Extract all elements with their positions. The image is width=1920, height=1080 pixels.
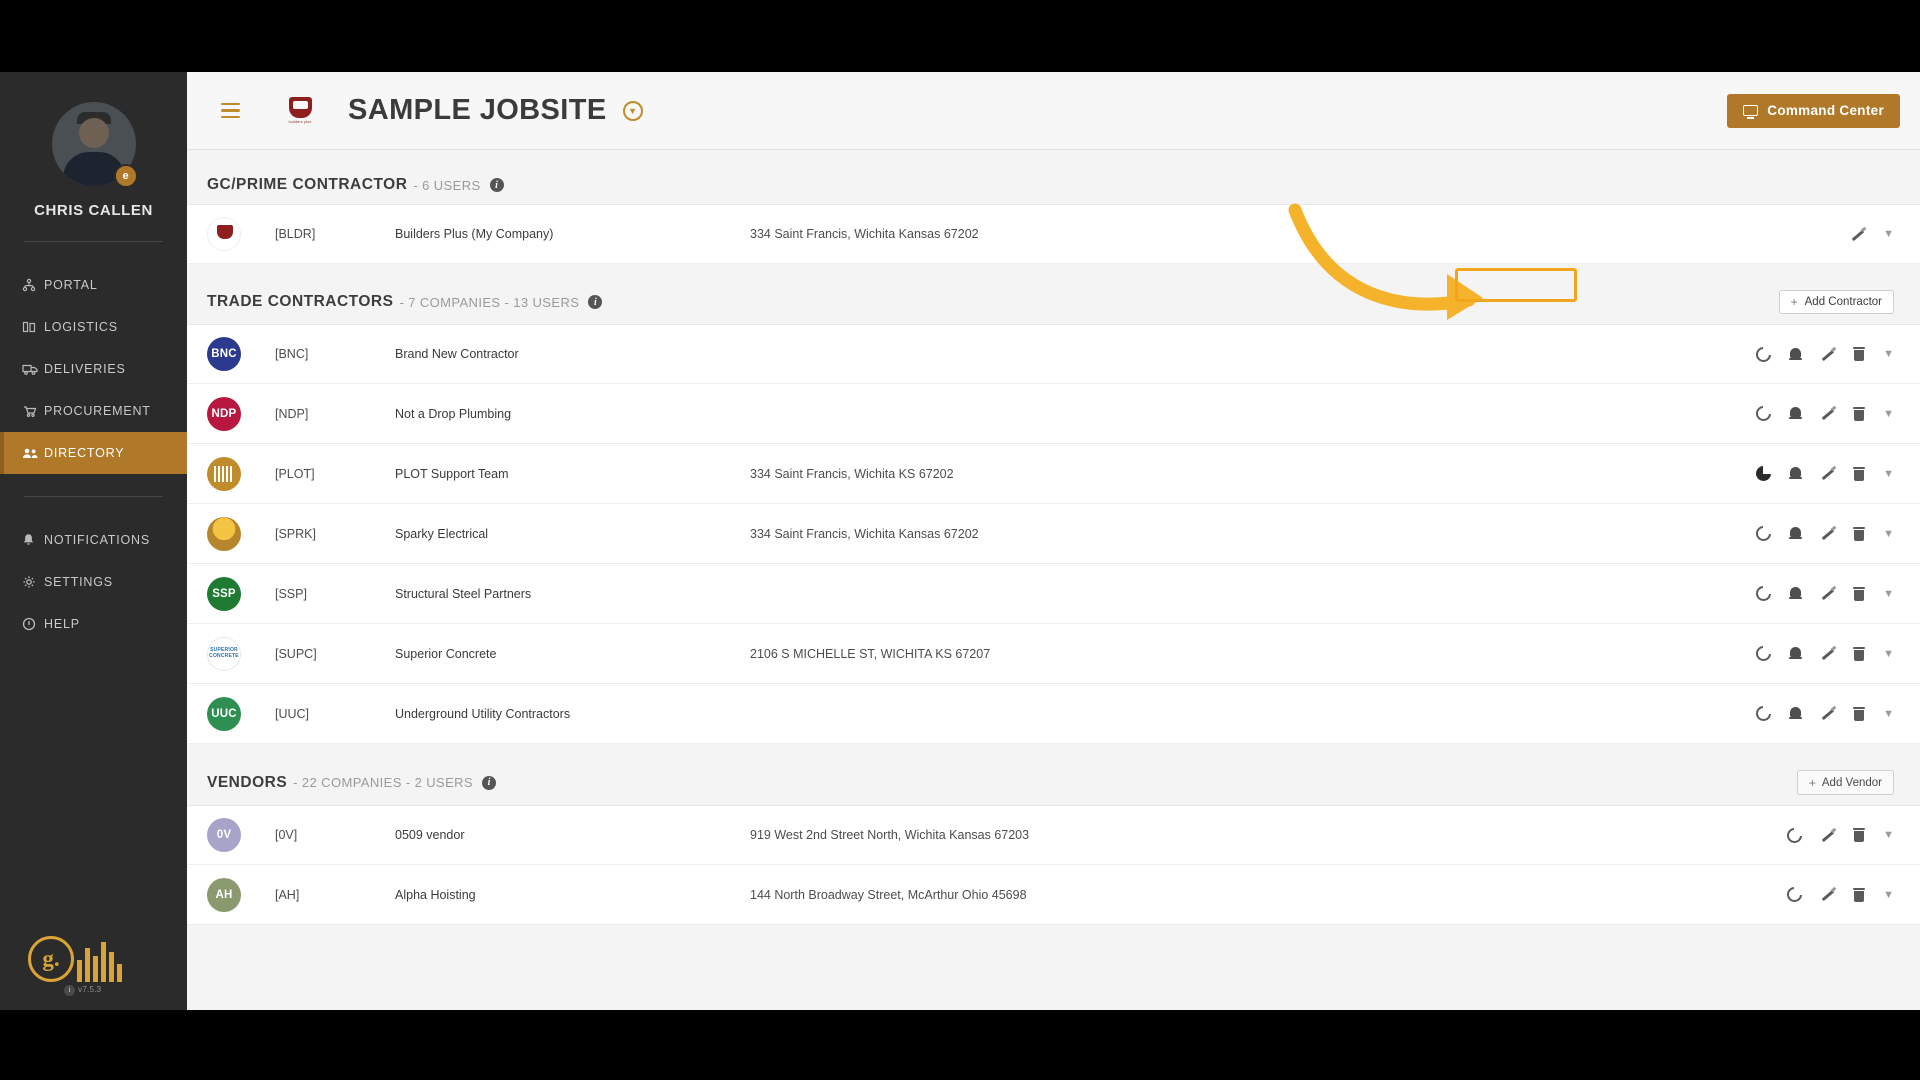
info-icon[interactable]: i (482, 776, 496, 790)
pencil-icon[interactable] (1820, 646, 1835, 661)
trash-icon[interactable] (1853, 527, 1865, 541)
bell-icon[interactable] (1789, 467, 1802, 480)
table-row[interactable] (187, 624, 1920, 684)
gear-icon (22, 574, 44, 590)
row-actions (1756, 526, 1894, 541)
brand-shape (289, 97, 312, 118)
row-code: [SSP] (275, 586, 307, 601)
bell-icon[interactable] (1789, 348, 1802, 361)
trash-icon[interactable] (1853, 707, 1865, 721)
info-icon[interactable]: i (588, 295, 602, 309)
trash-icon[interactable] (1853, 587, 1865, 601)
chevron-down-icon[interactable]: ▼ (1883, 829, 1894, 841)
chevron-down-icon[interactable]: ▼ (1883, 407, 1894, 420)
sidebar (0, 72, 187, 1010)
section-title: GC/PRIME CONTRACTOR (207, 176, 408, 193)
plus-icon: + (1808, 775, 1816, 790)
bell-icon (22, 532, 44, 548)
sidebar-item-settings[interactable] (0, 561, 187, 603)
row-actions (1756, 706, 1894, 721)
bell-icon[interactable] (1789, 707, 1802, 720)
table-row[interactable] (187, 865, 1920, 925)
chevron-down-icon[interactable]: ▼ (1883, 707, 1894, 720)
section-meta: - 22 COMPANIES - 2 USERS (293, 775, 474, 790)
row-actions (1787, 828, 1894, 843)
sync-icon[interactable] (1756, 646, 1771, 661)
trash-icon[interactable] (1853, 647, 1865, 661)
section-meta: - 7 COMPANIES - 13 USERS (399, 294, 580, 310)
pencil-icon[interactable] (1820, 706, 1835, 721)
avatar: 0V (207, 818, 241, 852)
help-icon (22, 616, 44, 632)
avatar (207, 517, 241, 551)
row-name: Builders Plus (My Company) (395, 227, 554, 241)
pencil-icon[interactable] (1820, 526, 1835, 541)
sync-icon[interactable] (1756, 526, 1771, 541)
row-name: Alpha Hoisting (395, 887, 476, 902)
row-actions (1850, 227, 1894, 242)
row-name: Brand New Contractor (395, 347, 519, 361)
row-name: Sparky Electrical (395, 526, 489, 541)
row-code: [NDP] (275, 406, 309, 421)
version-label (64, 984, 101, 996)
section-header-trade (187, 264, 1920, 324)
row-address: 919 West 2nd Street North, Wichita Kansas 67203 (750, 828, 1030, 842)
main-area (187, 72, 1920, 1010)
trash-icon[interactable] (1853, 347, 1865, 361)
row-address: 2106 S MICHELLE ST, WICHITA KS 67207 (750, 646, 991, 661)
avatar: AH (207, 878, 241, 912)
pencil-icon[interactable] (1820, 828, 1835, 843)
bell-icon[interactable] (1789, 647, 1802, 660)
hamburger-icon[interactable] (221, 103, 240, 119)
brand-label: builders plus (288, 120, 312, 124)
company-logo (28, 936, 122, 982)
table-row[interactable] (187, 444, 1920, 504)
add-vendor-label: Add Vendor (1821, 776, 1882, 789)
table-row[interactable] (187, 204, 1920, 264)
sidebar-item-label: NOTIFICATIONS (44, 533, 150, 547)
pencil-icon[interactable] (1850, 227, 1865, 242)
row-name: Underground Utility Contractors (395, 706, 571, 721)
row-actions (1756, 466, 1894, 481)
chevron-down-icon[interactable]: ▼ (1883, 587, 1894, 600)
pencil-icon[interactable] (1820, 887, 1835, 902)
row-actions (1756, 406, 1894, 421)
pencil-icon[interactable] (1820, 347, 1835, 362)
app-window (0, 72, 1920, 1010)
bell-icon[interactable] (1789, 407, 1802, 420)
table-row[interactable] (187, 324, 1920, 384)
sync-icon[interactable] (1787, 887, 1802, 902)
trash-icon[interactable] (1853, 888, 1865, 902)
row-code: [SUPC] (275, 646, 317, 661)
version-text: v7.5.3 (78, 984, 102, 994)
row-name: Structural Steel Partners (395, 586, 532, 601)
deliveries-icon (22, 361, 44, 377)
section-header-vendors (187, 744, 1920, 805)
row-name: Superior Concrete (395, 646, 497, 661)
table-row[interactable] (187, 384, 1920, 444)
command-center-label: Command Center (1767, 103, 1884, 118)
portal-icon (22, 277, 44, 293)
sync-icon[interactable] (1756, 347, 1771, 362)
avatar: SUPERIOR CONCRETE (207, 637, 241, 671)
bell-icon[interactable] (1789, 527, 1802, 540)
sidebar-item-procurement[interactable] (0, 390, 187, 432)
sidebar-item-label: DIRECTORY (44, 446, 125, 460)
sidebar-item-label: HELP (44, 617, 80, 631)
table-row[interactable] (187, 805, 1920, 865)
add-contractor-label: Add Contractor (1804, 296, 1882, 308)
sidebar-item-logistics[interactable] (0, 306, 187, 348)
monitor-icon (1743, 105, 1758, 116)
row-address: 334 Saint Francis, Wichita Kansas 67202 (750, 227, 979, 241)
section-meta: - 6 USERS (413, 177, 481, 193)
bell-icon[interactable] (1789, 587, 1802, 600)
row-code: [UUC] (275, 706, 310, 721)
row-code: [0V] (275, 828, 298, 842)
sidebar-item-label: DELIVERIES (44, 362, 126, 376)
logo-letter: g. (28, 936, 74, 982)
sidebar-item-label: PROCUREMENT (44, 404, 151, 418)
avatar: UUC (207, 697, 241, 731)
table-row[interactable] (187, 504, 1920, 564)
trash-icon[interactable] (1853, 828, 1865, 842)
sidebar-divider-top (24, 241, 163, 242)
pencil-icon[interactable] (1820, 466, 1835, 481)
avatar: BNC (207, 337, 241, 371)
sidebar-item-deliveries[interactable] (0, 348, 187, 390)
info-icon[interactable]: i (490, 178, 504, 192)
chevron-down-icon[interactable]: ▼ (1883, 348, 1894, 360)
row-name: PLOT Support Team (395, 466, 509, 481)
user-name: CHRIS CALLEN (34, 202, 153, 219)
avatar (207, 217, 241, 251)
sync-icon[interactable] (1756, 406, 1771, 421)
row-address: 144 North Broadway Street, McArthur Ohio 45698 (750, 887, 1027, 902)
sync-icon[interactable] (1756, 466, 1771, 481)
directory-icon (22, 445, 44, 461)
pencil-icon[interactable] (1820, 586, 1835, 601)
directory-content (187, 150, 1920, 1010)
chevron-down-icon[interactable]: ▼ (1883, 647, 1894, 660)
row-actions (1756, 347, 1894, 362)
chevron-circle-down-icon[interactable]: ▼ (623, 101, 643, 121)
row-address: 334 Saint Francis, Wichita KS 67202 (750, 466, 954, 481)
chevron-down-icon[interactable]: ▼ (1883, 228, 1894, 240)
chevron-down-icon[interactable]: ▼ (1883, 527, 1894, 540)
row-name: Not a Drop Plumbing (395, 406, 512, 421)
chevron-down-icon[interactable]: ▼ (1883, 888, 1894, 901)
row-actions (1787, 887, 1894, 902)
trash-icon[interactable] (1853, 407, 1865, 421)
sync-icon[interactable] (1756, 706, 1771, 721)
avatar (207, 457, 241, 491)
logistics-icon (22, 319, 44, 335)
sidebar-item-label: LOGISTICS (44, 320, 118, 334)
sidebar-item-directory[interactable] (0, 432, 187, 474)
topbar (187, 72, 1920, 150)
avatar[interactable] (52, 102, 136, 186)
sidebar-item-help[interactable] (0, 603, 187, 645)
pencil-icon[interactable] (1820, 406, 1835, 421)
brand-logo (280, 91, 320, 131)
add-vendor-button[interactable] (1797, 770, 1894, 795)
row-code: [BLDR] (275, 227, 316, 241)
table-row[interactable] (187, 564, 1920, 624)
avatar: SSP (207, 577, 241, 611)
sidebar-item-label: SETTINGS (44, 575, 113, 589)
section-title: TRADE CONTRACTORS (207, 293, 394, 310)
row-address: 334 Saint Francis, Wichita Kansas 67202 (750, 526, 979, 541)
row-actions (1756, 646, 1894, 661)
sidebar-divider-bottom (24, 496, 163, 497)
info-icon: i (64, 985, 75, 996)
row-code: [PLOT] (275, 466, 315, 481)
avatar: NDP (207, 397, 241, 431)
procurement-icon (22, 403, 44, 419)
table-row[interactable] (187, 684, 1920, 744)
sidebar-item-portal[interactable] (0, 264, 187, 306)
page-title: SAMPLE JOBSITE (348, 94, 607, 126)
row-code: [SPRK] (275, 526, 316, 541)
chevron-down-icon[interactable]: ▼ (1883, 467, 1894, 480)
sidebar-item-label: PORTAL (44, 278, 98, 292)
sync-icon[interactable] (1756, 586, 1771, 601)
trash-icon[interactable] (1853, 467, 1865, 481)
sidebar-item-notifications[interactable] (0, 519, 187, 561)
add-contractor-button[interactable] (1779, 290, 1894, 314)
row-code: [AH] (275, 887, 300, 902)
logo-bars (77, 938, 122, 982)
section-title: VENDORS (207, 773, 288, 791)
row-code: [BNC] (275, 347, 309, 361)
plus-icon: + (1790, 295, 1798, 309)
row-actions (1756, 586, 1894, 601)
section-header-gc (187, 150, 1920, 204)
row-name: 0509 vendor (395, 828, 465, 842)
avatar-head (79, 118, 109, 148)
avatar-badge: e (114, 164, 138, 188)
sync-icon[interactable] (1787, 828, 1802, 843)
command-center-button[interactable] (1727, 94, 1900, 128)
